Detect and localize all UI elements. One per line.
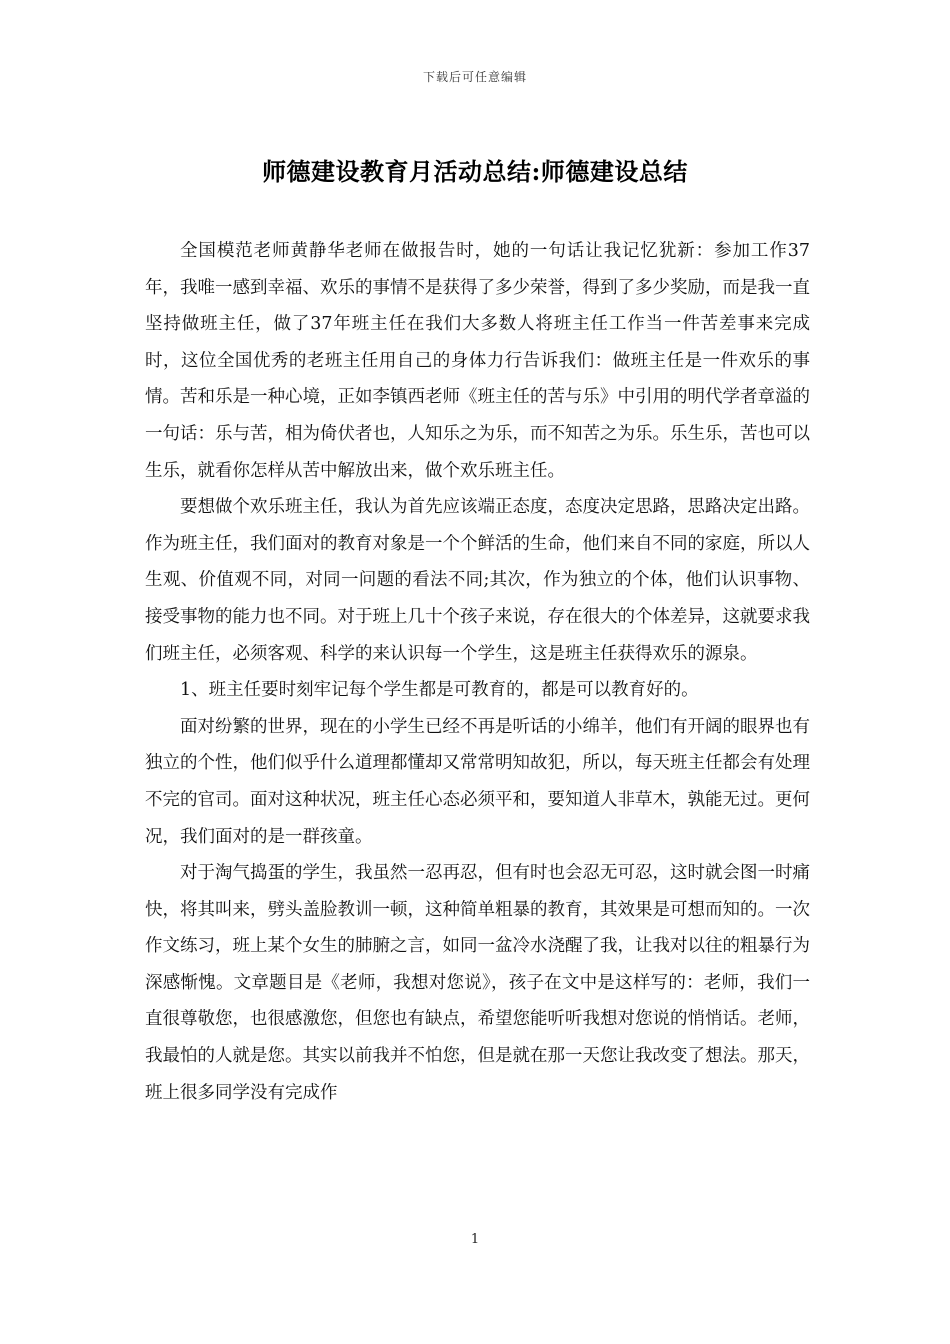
paragraph: 要想做个欢乐班主任，我认为首先应该端正态度，态度决定思路，思路决定出路。作为班主任，我们面对的教育对象是一个个鲜活的生命，他们来自不同的家庭，所以人生观、价值观不同，对同一问题的看法不同;其次，作为独立的个体，他们认识事物、接受事物的能力也不同。对于班上几十个孩子来说，存在很大的个体差异，这就要求我们班主任，必须客观、科学的来认识每一个学生，这是班主任获得欢乐的源泉。	[145, 497, 810, 664]
document-body	[145, 233, 810, 1111]
paragraph: 1、班主任要时刻牢记每个学生都是可教育的，都是可以教育好的。	[180, 680, 699, 701]
paragraph: 对于淘气捣蛋的学生，我虽然一忍再忍，但有时也会忍无可忍，这时就会图一时痛快，将其叫来，劈头盖脸教训一顿，这种简单粗暴的教育，其效果是可想而知的。一次作文练习，班上某个女生的肺腑之言，如同一盆冷水浇醒了我，让我对以往的粗暴行为深感惭愧。文章题目是《老师，我想对您说》，孩子在文中是这样写的：老师，我们一直很尊敬您，也很感激您，但您也有缺点，希望您能听听我想对您说的悄悄话。老师，我最怕的人就是您。其实以前我并不怕您，但是就在那一天您让我改变了想法。那天，班上很多同学没有完成作	[145, 863, 810, 1103]
page-number: 1	[470, 1232, 480, 1247]
document-title: 师德建设教育月活动总结:师德建设总结	[262, 157, 688, 186]
paragraph: 面对纷繁的世界，现在的小学生已经不再是听话的小绵羊，他们有开阔的眼界也有独立的个性，他们似乎什么道理都懂却又常常明知故犯，所以，每天班主任都会有处理不完的官司。面对这种状况，班主任心态必须平和，要知道人非草木，孰能无过。更何况，我们面对的是一群孩童。	[145, 716, 810, 847]
paragraph: 全国模范老师黄静华老师在做报告时，她的一句话让我记忆犹新：参加工作37年，我唯一感到幸福、欢乐的事情不是获得了多少荣誉，得到了多少奖励，而是我一直坚持做班主任，做了37年班主任在我们大多数人将班主任工作当一件苦差事来完成时，这位全国优秀的老班主任用自己的身体力行告诉我们：做班主任是一件欢乐的事情。苦和乐是一种心境，正如李镇西老师《班主任的苦与乐》中引用的明代学者章溢的一句话：乐与苦，相为倚伏者也，人知乐之为乐，而不知苦之为乐。乐生乐，苦也可以生乐，就看你怎样从苦中解放出来，做个欢乐班主任。	[145, 241, 810, 481]
header-note: 下载后可任意编辑	[422, 70, 527, 84]
